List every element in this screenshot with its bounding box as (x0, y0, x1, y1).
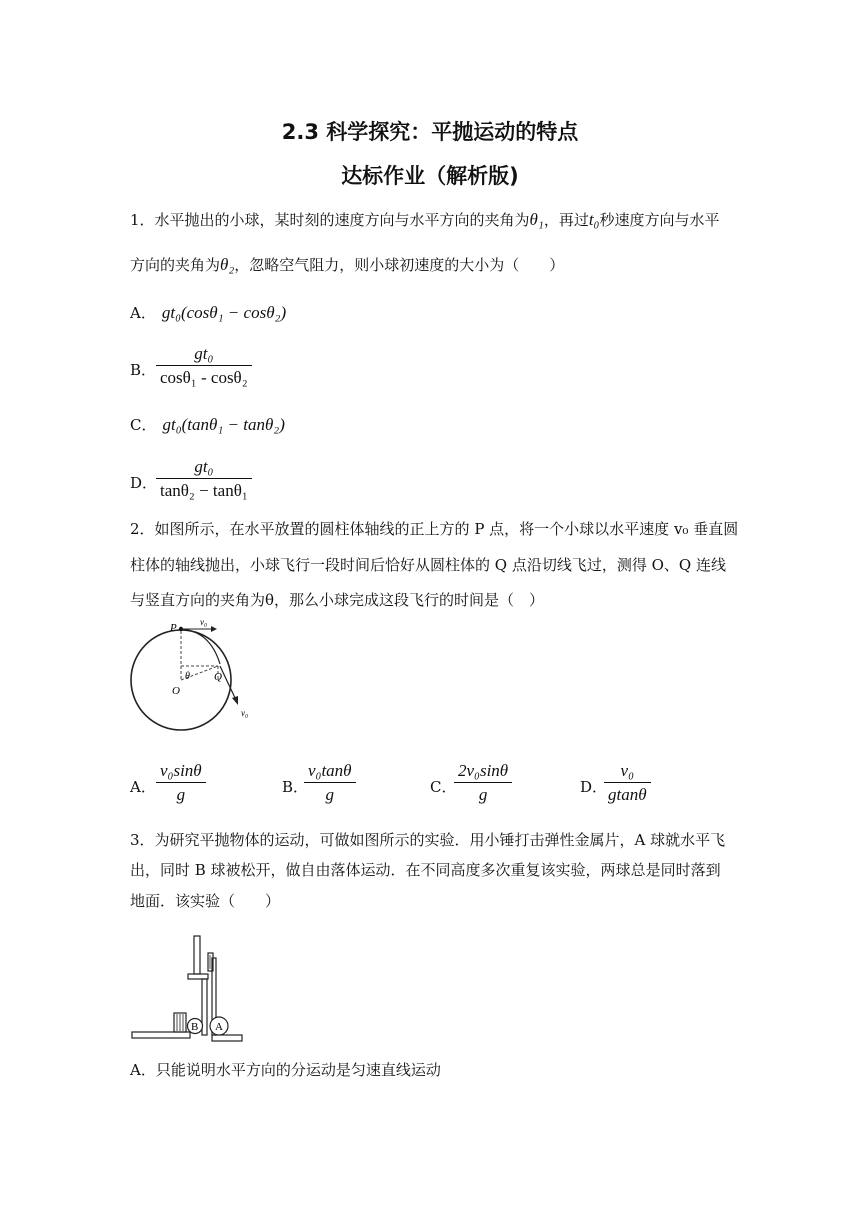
label-v0-bottom: v₀ (241, 708, 249, 718)
q1-option-a: A． gt₀(cosθ₁ − cosθ₂) (130, 303, 287, 322)
right-base (212, 1035, 242, 1041)
q2-option-b-numerator: v₀tanθ (304, 760, 356, 783)
q2-option-c-numerator: 2v₀sinθ (454, 760, 512, 783)
q2-option-b-denominator: g (325, 785, 335, 804)
q1-option-c: C． gt₀(tanθ₁ − tanθ₂) (130, 415, 285, 434)
hammer-handle (194, 936, 200, 974)
q2-option-a-numerator: v₀sinθ (156, 760, 206, 783)
q2-option-a-fraction (156, 760, 206, 807)
base-plate (132, 1032, 190, 1038)
q3-apparatus-diagram (130, 934, 246, 1046)
q3-option-a: A．只能说明水平方向的分运动是匀速直线运动 (130, 1061, 441, 1079)
label-v0-top: v₀ (200, 617, 208, 627)
q1-option-b-denominator: cosθ₁ - cosθ₂ (160, 368, 248, 387)
q2-line1: 2．如图所示，在水平放置的圆柱体轴线的正上方的 P 点，将一个小球以水平速度 v₀ 垂直圆 (130, 520, 739, 538)
q1-line1: 1．水平抛出的小球，某时刻的速度方向与水平方向的夹角为θ₁，再过t₀秒速度方向与水平 (130, 210, 720, 229)
q1-option-d-fraction (156, 456, 252, 503)
q3-line3: 地面．该实验（ ） (130, 892, 281, 910)
page-subtitle: 达标作业（解析版) (341, 164, 519, 188)
q2-cylinder-diagram (128, 616, 268, 742)
q1-option-b-fraction (156, 343, 252, 390)
stand-top-bar (188, 974, 208, 979)
q1-option-d-denominator: tanθ₂ − tanθ₁ (160, 481, 248, 500)
label-q: Q (214, 671, 222, 683)
q3-line1: 3．为研究平抛物体的运动，可做如图所示的实验．用小锤打击弹性金属片，A 球就水平飞 (130, 831, 726, 849)
q2-option-a-denominator: g (176, 785, 186, 804)
q2-option-b-fraction (304, 760, 356, 807)
q2-option-c-denominator: g (478, 785, 488, 804)
page-title: 2.3 科学探究：平抛运动的特点 (281, 120, 579, 144)
q2-line3: 与竖直方向的夹角为θ，那么小球完成这段飞行的时间是（ ） (130, 591, 545, 609)
q2-option-d-denominator: gtanθ (608, 785, 647, 804)
q1-option-b-numerator: gt₀ (156, 343, 252, 366)
q2-option-d-numerator: v₀ (604, 760, 651, 783)
q2-option-a-label: A． (130, 778, 156, 796)
label-theta: θ (185, 671, 190, 682)
label-o: O (172, 685, 180, 697)
q2-option-c-fraction (454, 760, 512, 807)
q1-option-d-label: D． (130, 474, 158, 492)
q2-line2: 柱体的轴线抛出，小球飞行一段时间后恰好从圆柱体的 Q 点沿切线飞过，测得 O、Q 连线 (130, 556, 726, 574)
q3-line2: 出，同时 B 球被松开，做自由落体运动．在不同高度多次重复该实验，两球总是同时落到 (130, 861, 721, 879)
q2-option-b-label: B． (282, 778, 309, 796)
label-p: P (170, 622, 177, 634)
ball-b-label: B (191, 1021, 199, 1033)
q2-option-d-fraction (604, 760, 651, 807)
q2-option-c-label: C． (430, 778, 457, 796)
q1-option-b-label: B． (130, 361, 157, 379)
q2-option-d-label: D． (580, 778, 608, 796)
q1-option-d-numerator: gt₀ (156, 456, 252, 479)
q1-line2: 方向的夹角为θ₂，忽略空气阻力，则小球初速度的大小为（ ） (130, 255, 565, 274)
ball-a-label: A (215, 1021, 223, 1033)
